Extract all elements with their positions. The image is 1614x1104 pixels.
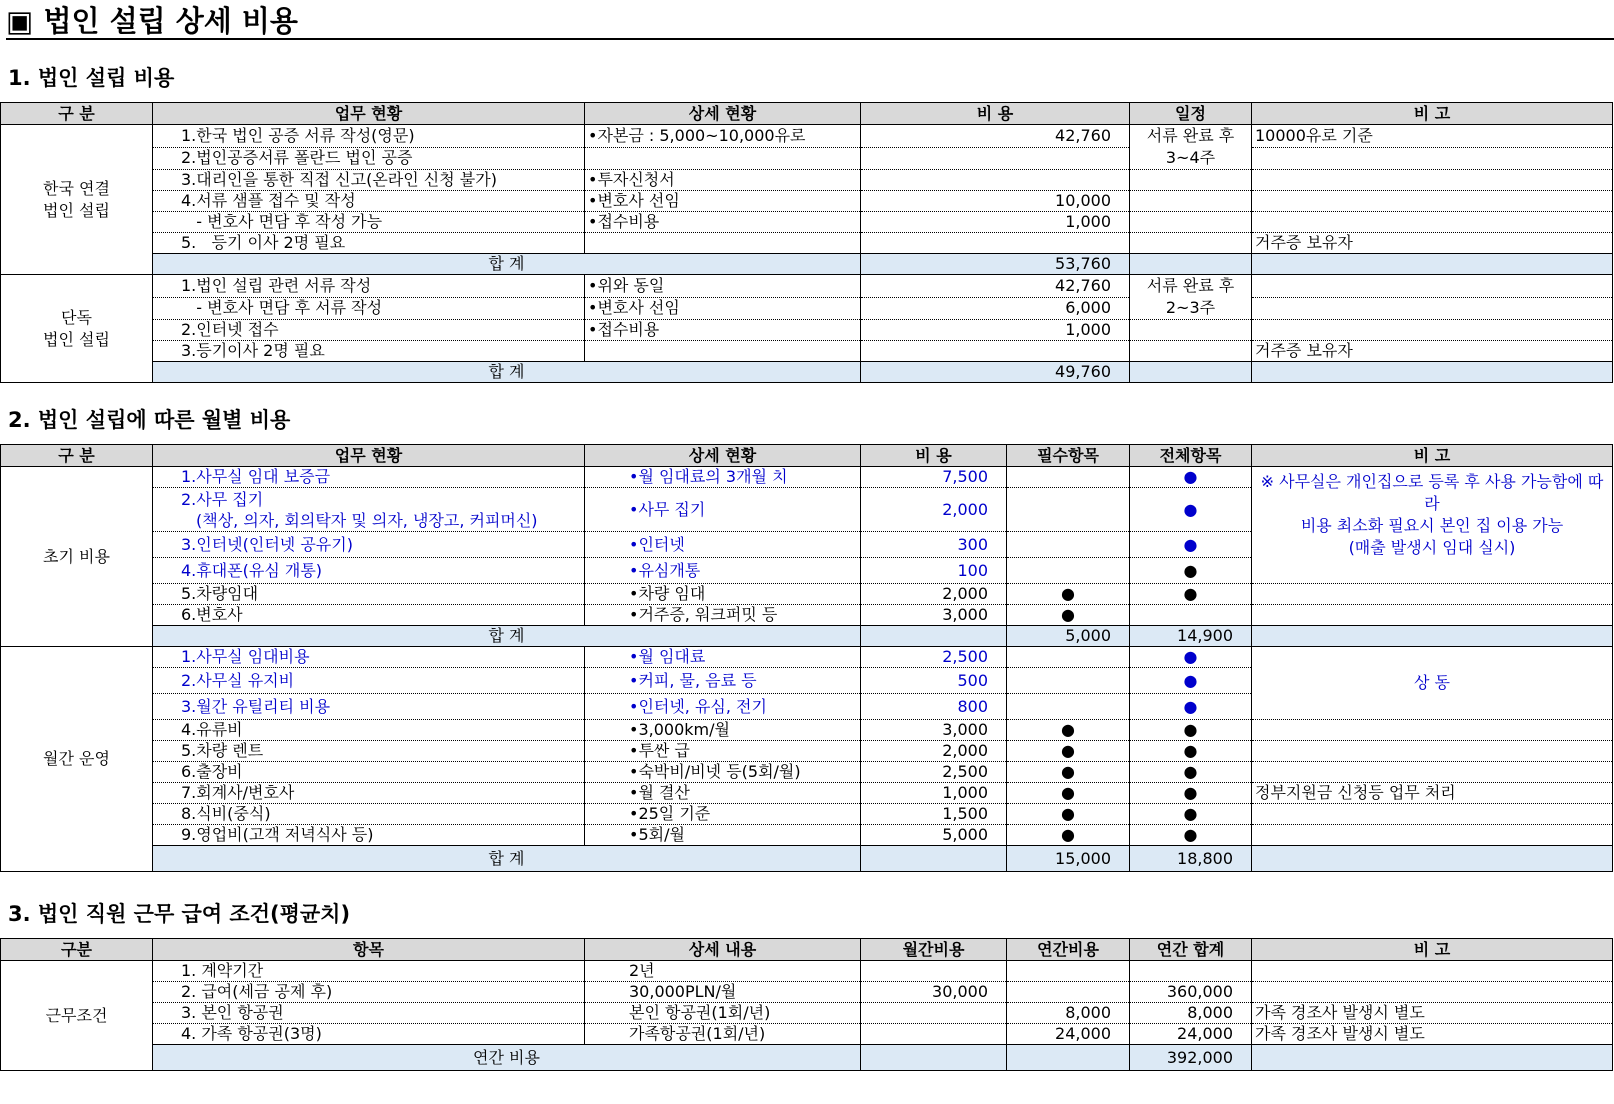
task-subline: (책상, 의자, 회의탁자 및 의자, 냉장고, 커피머신) (196, 510, 538, 530)
note-cell: 10000유로 기준 (1252, 125, 1613, 148)
sum-all: 14,900 (1130, 626, 1252, 647)
sum-cost: 53,760 (861, 254, 1130, 275)
all-cell: ● (1130, 584, 1252, 605)
sum-empty (1252, 1045, 1613, 1071)
detail-cell: •위와 동일 (585, 275, 861, 298)
sum-empty (861, 626, 1007, 647)
note-cell: 정부지원금 신청등 업무 처리 (1252, 783, 1613, 804)
monthly-cell (861, 1003, 1007, 1024)
header-cost: 비 용 (861, 103, 1130, 125)
task-cell: 6.출장비 (153, 762, 585, 783)
task-cell: - 변호사 면담 후 작성 가능 (153, 212, 585, 233)
task-cell: 9.영업비(고객 저녁식사 등) (153, 825, 585, 846)
required-cell (1007, 647, 1130, 668)
required-cell: ● (1007, 825, 1130, 846)
detail-cell (585, 147, 861, 170)
task-cell: 4.서류 샘플 접수 및 작성 (153, 191, 585, 212)
sum-row (1, 846, 1613, 872)
note-cell: 가족 경조사 발생시 별도 (1252, 1024, 1613, 1045)
task-cell: 5.차량 렌트 (153, 741, 585, 762)
note-cell (1252, 720, 1613, 741)
note-cell (1252, 605, 1613, 626)
cost-cell: 2,500 (861, 647, 1007, 668)
yearly-cell (1007, 961, 1130, 982)
total-cell: 360,000 (1130, 982, 1252, 1003)
yearly-cell: 24,000 (1007, 1024, 1130, 1045)
all-cell: ● (1130, 694, 1252, 720)
sum-label: 합 계 (153, 362, 861, 383)
header-schedule: 일정 (1130, 103, 1252, 125)
table-row (1, 783, 1613, 804)
schedule-cell (1130, 191, 1252, 212)
sum-required: 5,000 (1007, 626, 1130, 647)
cost-cell: 2,000 (861, 488, 1007, 532)
cost-cell: 2,500 (861, 762, 1007, 783)
cost-cell: 1,000 (861, 783, 1007, 804)
detail-cell (585, 341, 861, 362)
detail-cell: •투싼 급 (585, 741, 861, 762)
all-cell: ● (1130, 668, 1252, 694)
table-row (1, 275, 1613, 298)
detail-cell: •커피, 물, 음료 등 (585, 668, 861, 694)
cost-cell (861, 147, 1130, 170)
detail-cell: •유심개통 (585, 558, 861, 584)
note-cell (1252, 961, 1613, 982)
table-row (1, 341, 1613, 362)
header-category: 구 분 (1, 445, 153, 467)
required-cell: ● (1007, 741, 1130, 762)
header-task: 업무 현황 (153, 103, 585, 125)
detail-cell: •투자신청서 (585, 170, 861, 191)
cost-cell: 3,000 (861, 720, 1007, 741)
detail-cell: •인터넷, 유심, 전기 (585, 694, 861, 720)
note-cell (1252, 825, 1613, 846)
task-cell (153, 488, 585, 532)
sum-label: 합 계 (153, 254, 861, 275)
schedule-cell: 서류 완료 후 3~4주 (1130, 125, 1252, 170)
task-cell: 4.유류비 (153, 720, 585, 741)
all-cell: ● (1130, 467, 1252, 488)
cost-cell: 1,000 (861, 320, 1130, 341)
table-row (1, 212, 1613, 233)
sum-total: 392,000 (1130, 1045, 1252, 1071)
monthly-cell (861, 1024, 1007, 1045)
sum-label: 연간 비용 (153, 1045, 861, 1071)
item-cell: 2. 급여(세금 공제 후) (153, 982, 585, 1003)
all-cell (1130, 605, 1252, 626)
section3-heading: 3. 법인 직원 근무 급여 조건(평균치) (8, 902, 351, 926)
all-cell: ● (1130, 825, 1252, 846)
required-cell (1007, 532, 1130, 558)
schedule-cell: 서류 완료 후 2~3주 (1130, 275, 1252, 320)
cost-cell: 2,000 (861, 584, 1007, 605)
total-cell: 8,000 (1130, 1003, 1252, 1024)
task-cell: 6.변호사 (153, 605, 585, 626)
sum-row (1, 626, 1613, 647)
sum-empty (1007, 1045, 1130, 1071)
sum-empty (1252, 362, 1613, 383)
note-cell (1252, 191, 1613, 212)
cost-cell: 3,000 (861, 605, 1007, 626)
task-cell: 3.월간 유틸리티 비용 (153, 694, 585, 720)
detail-cell: 가족항공권(1회/년) (585, 1024, 861, 1045)
header-category: 구분 (1, 939, 153, 961)
note-cell (1252, 147, 1613, 170)
sum-empty (1252, 626, 1613, 647)
required-cell: ● (1007, 720, 1130, 741)
total-cell (1130, 961, 1252, 982)
cost-cell: 1,000 (861, 212, 1130, 233)
monthly-cell: 30,000 (861, 982, 1007, 1003)
detail-cell: •거주증, 워크퍼밋 등 (585, 605, 861, 626)
sum-empty (1252, 846, 1613, 872)
header-total: 연간 합계 (1130, 939, 1252, 961)
task-cell: 2.사무실 유지비 (153, 668, 585, 694)
task-cell: 1.한국 법인 공증 서류 작성(영문) (153, 125, 585, 148)
task-cell: 3.등기이사 2명 필요 (153, 341, 585, 362)
cost-cell: 300 (861, 532, 1007, 558)
header-detail: 상세 현황 (585, 103, 861, 125)
required-cell (1007, 694, 1130, 720)
table-row (1, 1024, 1613, 1045)
table-row (1, 825, 1613, 846)
sum-empty (861, 846, 1007, 872)
header-note: 비 고 (1252, 445, 1613, 467)
schedule-cell (1130, 320, 1252, 341)
header-task: 업무 현황 (153, 445, 585, 467)
sum-required: 15,000 (1007, 846, 1130, 872)
detail-cell (585, 233, 861, 254)
table-row (1, 320, 1613, 341)
page-title: ▣ 법인 설립 상세 비용 (6, 2, 1614, 40)
all-cell: ● (1130, 783, 1252, 804)
sum-row (1, 254, 1613, 275)
note-cell (1252, 804, 1613, 825)
header-all: 전체항목 (1130, 445, 1252, 467)
sum-row (1, 1045, 1613, 1071)
detail-cell: •사무 집기 (585, 488, 861, 532)
header-yearly: 연간비용 (1007, 939, 1130, 961)
detail-cell: •접수비용 (585, 212, 861, 233)
sum-label: 합 계 (153, 626, 861, 647)
required-cell: ● (1007, 804, 1130, 825)
table-row (1, 720, 1613, 741)
table-row (1, 762, 1613, 783)
table-row (1, 982, 1613, 1003)
required-cell: ● (1007, 605, 1130, 626)
sum-all: 18,800 (1130, 846, 1252, 872)
header-note: 비 고 (1252, 939, 1613, 961)
table-row (1, 605, 1613, 626)
note-cell: 거주증 보유자 (1252, 233, 1613, 254)
detail-cell: •자본금 : 5,000~10,000유로 (585, 125, 861, 148)
required-cell: ● (1007, 584, 1130, 605)
task-cell: 7.회계사/변호사 (153, 783, 585, 804)
cost-cell: 7,500 (861, 467, 1007, 488)
schedule-cell (1130, 170, 1252, 191)
all-cell: ● (1130, 804, 1252, 825)
header-detail: 상세 내용 (585, 939, 861, 961)
table-row (1, 233, 1613, 254)
yearly-cell (1007, 982, 1130, 1003)
note-cell (1252, 297, 1613, 320)
task-cell: 2.인터넷 접수 (153, 320, 585, 341)
detail-cell: •3,000km/월 (585, 720, 861, 741)
note-cell: 거주증 보유자 (1252, 341, 1613, 362)
note-cell (1252, 275, 1613, 298)
detail-cell: •인터넷 (585, 532, 861, 558)
all-cell: ● (1130, 532, 1252, 558)
required-cell (1007, 488, 1130, 532)
required-cell (1007, 668, 1130, 694)
required-cell (1007, 467, 1130, 488)
task-cell: 1.사무실 임대 보증금 (153, 467, 585, 488)
detail-cell: •변호사 선임 (585, 297, 861, 320)
item-cell: 4. 가족 항공권(3명) (153, 1024, 585, 1045)
detail-cell: •차량 임대 (585, 584, 861, 605)
header-monthly: 월간비용 (861, 939, 1007, 961)
all-cell: ● (1130, 720, 1252, 741)
note-cell (1252, 320, 1613, 341)
sum-empty (1252, 254, 1613, 275)
task-cell: 8.식비(중식) (153, 804, 585, 825)
cost-cell: 6,000 (861, 297, 1130, 320)
table-row (1, 961, 1613, 982)
header-category: 구 분 (1, 103, 153, 125)
sum-empty (861, 1045, 1007, 1071)
yearly-cell: 8,000 (1007, 1003, 1130, 1024)
required-cell: ● (1007, 762, 1130, 783)
cost-cell: 2,000 (861, 741, 1007, 762)
header-cost: 비 용 (861, 445, 1007, 467)
cost-cell (861, 341, 1130, 362)
header-note: 비 고 (1252, 103, 1613, 125)
note-cell: 상 동 (1252, 647, 1613, 720)
schedule-cell (1130, 212, 1252, 233)
detail-cell: •월 임대료의 3개월 치 (585, 467, 861, 488)
task-cell: 1.사무실 임대비용 (153, 647, 585, 668)
task-cell: 1.법인 설립 관련 서류 작성 (153, 275, 585, 298)
setup-cost-table (0, 102, 1613, 383)
detail-cell: •월 결산 (585, 783, 861, 804)
monthly-cost-table (0, 444, 1613, 872)
table-row (1, 741, 1613, 762)
table-row (1, 191, 1613, 212)
note-cell: 가족 경조사 발생시 별도 (1252, 1003, 1613, 1024)
cost-cell: 10,000 (861, 191, 1130, 212)
detail-cell: •월 임대료 (585, 647, 861, 668)
note-cell (1252, 170, 1613, 191)
sum-cost: 49,760 (861, 362, 1130, 383)
header-required: 필수항목 (1007, 445, 1130, 467)
detail-cell: •5회/월 (585, 825, 861, 846)
table-row (1, 125, 1613, 148)
header-item: 항목 (153, 939, 585, 961)
detail-cell: 30,000PLN/월 (585, 982, 861, 1003)
required-cell (1007, 558, 1130, 584)
table-header-row (1, 939, 1613, 961)
all-cell: ● (1130, 762, 1252, 783)
task-cell: 4.휴대폰(유심 개통) (153, 558, 585, 584)
note-cell: ※ 사무실은 개인집으로 등록 후 사용 가능함에 따라 비용 최소화 필요시 본인 집 이용 가능 (매출 발생시 임대 실시) (1252, 467, 1613, 584)
all-cell: ● (1130, 558, 1252, 584)
detail-cell: •25일 기준 (585, 804, 861, 825)
item-cell: 3. 본인 항공권 (153, 1003, 585, 1024)
section2-heading: 2. 법인 설립에 따른 월별 비용 (8, 408, 291, 432)
total-cell: 24,000 (1130, 1024, 1252, 1045)
all-cell: ● (1130, 488, 1252, 532)
cost-cell: 800 (861, 694, 1007, 720)
table-row (1, 297, 1613, 320)
header-detail: 상세 현황 (585, 445, 861, 467)
detail-cell: 2년 (585, 961, 861, 982)
cost-cell: 5,000 (861, 825, 1007, 846)
cost-cell (861, 170, 1130, 191)
task-cell: 3.대리인을 통한 직접 신고(온라인 신청 불가) (153, 170, 585, 191)
task-cell: 5.차량임대 (153, 584, 585, 605)
cost-cell: 100 (861, 558, 1007, 584)
detail-cell: •변호사 선임 (585, 191, 861, 212)
group-label: 월간 운영 (1, 647, 153, 872)
task-cell: 5. 등기 이사 2명 필요 (153, 233, 585, 254)
task-line: 2.사무 집기 (181, 489, 264, 509)
task-cell: - 변호사 면담 후 서류 작성 (153, 297, 585, 320)
note-cell (1252, 212, 1613, 233)
note-cell (1252, 982, 1613, 1003)
monthly-cell (861, 961, 1007, 982)
cost-cell: 42,760 (861, 275, 1130, 298)
item-cell: 1. 계약기간 (153, 961, 585, 982)
sum-empty (1130, 362, 1252, 383)
detail-cell: 본인 항공권(1회/년) (585, 1003, 861, 1024)
table-row (1, 467, 1613, 488)
all-cell: ● (1130, 741, 1252, 762)
group-label: 초기 비용 (1, 467, 153, 647)
group-label: 근무조건 (1, 961, 153, 1071)
detail-cell: •접수비용 (585, 320, 861, 341)
table-header-row (1, 103, 1613, 125)
note-cell (1252, 762, 1613, 783)
section1-heading: 1. 법인 설립 비용 (8, 66, 175, 90)
table-row (1, 804, 1613, 825)
group-label: 단독 법인 설립 (1, 275, 153, 383)
cost-cell: 42,760 (861, 125, 1130, 148)
sum-empty (1130, 254, 1252, 275)
cost-cell: 500 (861, 668, 1007, 694)
cost-cell (861, 233, 1130, 254)
table-header-row (1, 445, 1613, 467)
group-label: 한국 연결 법인 설립 (1, 125, 153, 275)
table-row (1, 147, 1613, 170)
sum-row (1, 362, 1613, 383)
task-cell: 3.인터넷(인터넷 공유기) (153, 532, 585, 558)
note-cell (1252, 741, 1613, 762)
note-cell (1252, 584, 1613, 605)
table-row (1, 584, 1613, 605)
schedule-cell (1130, 341, 1252, 362)
sum-label: 합 계 (153, 846, 861, 872)
salary-table (0, 938, 1613, 1071)
task-cell: 2.법인공증서류 폴란드 법인 공증 (153, 147, 585, 170)
schedule-cell (1130, 233, 1252, 254)
cost-cell: 1,500 (861, 804, 1007, 825)
table-row (1, 170, 1613, 191)
all-cell: ● (1130, 647, 1252, 668)
table-row (1, 647, 1613, 668)
table-row (1, 1003, 1613, 1024)
detail-cell: •숙박비/비넷 등(5회/월) (585, 762, 861, 783)
required-cell: ● (1007, 783, 1130, 804)
